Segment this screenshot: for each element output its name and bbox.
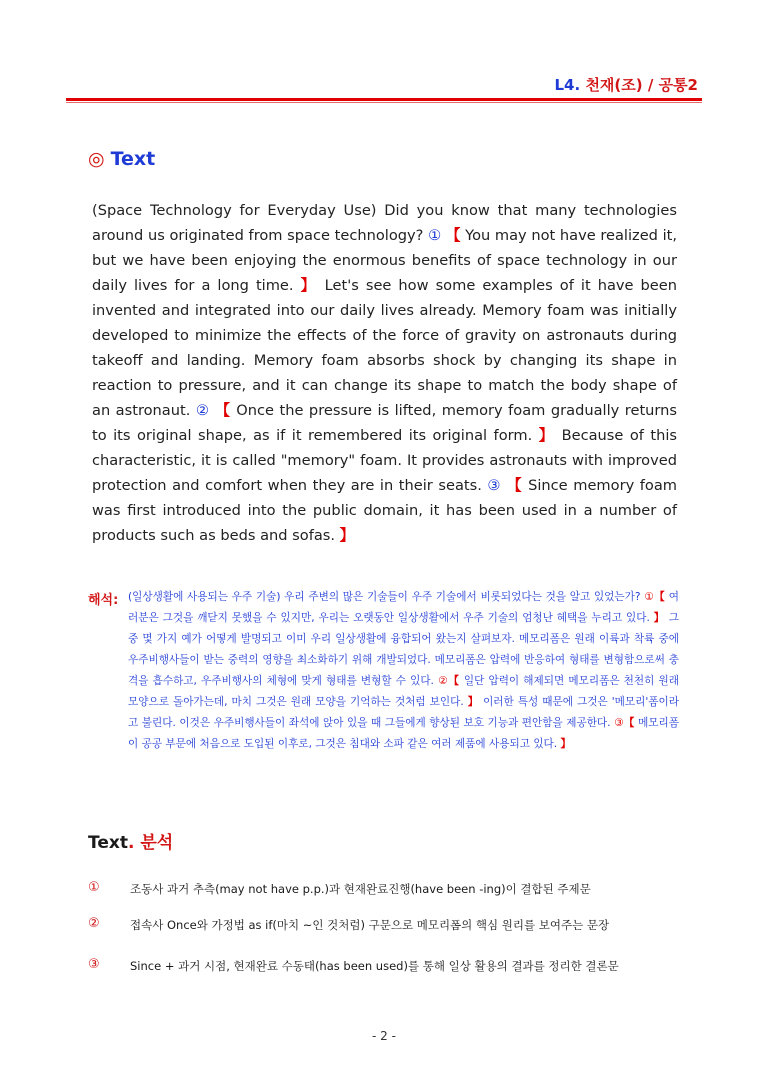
- translation-label: 해석:: [88, 593, 119, 608]
- analysis-item-number: ①: [88, 880, 100, 895]
- header-divider: [66, 98, 702, 101]
- marker-3: ③: [487, 477, 502, 494]
- translation-sentence: 여러분은 그것을 깨닫지 못했을 수 있지만, 우리는 오랫동안 일상생활에서 우주 기술의 엄청난 혜택을 누리고 있다.: [128, 591, 680, 624]
- passage-sentence: Let's see how some examples of it have been invented and integrated into our daily lives already. Memory foam was initially developed to minimize the effects of the force of gravity on astronauts during takeoff and landing. Memory foam absorbs shock by changing its shape in reaction to pressure, and it can change its shape to match the body shape of an astronaut.: [92, 277, 677, 419]
- translation-sentence: 그 중 몇 가지 예가 어떻게 발명되고 이미 우리 일상생활에 융합되어 왔는지 살펴보자. 메모리폼은 원래 이륙과 착륙 중에 우주비행사들이 받는 중력의 영향을 최소화하기 위해 개발되었다. 메모리폼은 압력에 반응하여 형태를 변형함으로써 충격을 흡수하고, 우주비행사의 체형에 맞게 형태를 변형할 수 있다.: [128, 612, 679, 687]
- bracket-close: 】: [538, 427, 556, 444]
- passage-sentence: (Space Technology for Everyday Use) Did you know that many technologies around us originated from space technology?: [92, 202, 677, 244]
- header-separator: /: [647, 76, 654, 94]
- translation-sentence: 이러한 특성 때문에 그것은 '메모리'폼이라고 불린다. 이것은 우주비행사들이 좌석에 앉아 있을 때 그들에게 향상된 보호 기능과 편안함을 제공한다.: [128, 696, 679, 729]
- bracket-close: 】: [653, 612, 665, 624]
- bracket-open: 【: [445, 227, 461, 244]
- analysis-title-kr: 분석: [140, 833, 174, 853]
- translation-text: [128, 587, 679, 755]
- translation-sentence: 일단 압력이 해제되면 메모리폼은 천천히 원래 모양으로 돌아가는데, 마치 그것은 원래 모양을 기억하는 것처럼 보인다.: [128, 675, 679, 708]
- bracket-open: 【: [623, 717, 635, 729]
- bracket-open: 【: [448, 675, 460, 687]
- bracket-close: 】: [300, 277, 318, 294]
- passage-sentence: Because of this characteristic, it is called "memory" foam. It provides astronauts with improved protection and comfort when they are in their seats.: [92, 427, 677, 494]
- analysis-item-number: ③: [88, 957, 100, 972]
- publisher: 천재(조): [585, 76, 643, 94]
- bracket-open: 【: [654, 591, 666, 603]
- bracket-open: 【: [215, 402, 231, 419]
- analysis-title: [88, 828, 173, 853]
- bracket-close: 】: [339, 527, 355, 544]
- bracket-close: 】: [467, 696, 480, 708]
- section-title-label: Text: [110, 148, 156, 170]
- passage-sentence: You may not have realized it, but we have been enjoying the enormous benefits of space technology in our daily lives for a long time.: [92, 227, 678, 294]
- section-title: [88, 148, 155, 170]
- translation-sentence: 메모리폼이 공공 부문에 처음으로 도입된 이후로, 그것은 침대와 소파 같은 여러 제품에 사용되고 있다.: [128, 717, 679, 750]
- marker-3: ③: [614, 717, 624, 729]
- translation-sentence: (일상생활에 사용되는 우주 기술) 우리 주변의 많은 기술들이 우주 기술에서 비롯되었다는 것을 알고 있었는가?: [128, 591, 641, 603]
- passage-text: [92, 198, 677, 548]
- analysis-item-text: 조동사 과거 추측(may not have p.p.)과 현재완료진행(have been -ing)이 결합된 주제문: [130, 882, 591, 896]
- analysis-item-number: ②: [88, 916, 100, 931]
- marker-2: ②: [195, 402, 210, 419]
- bullseye-icon: ◎: [88, 148, 105, 170]
- analysis-item-text: 접속사 Once와 가정법 as if(마치 ~인 것처럼) 구문으로 메모리폼의 핵심 원리를 보여주는 문장: [130, 918, 610, 932]
- analysis-item-text: Since + 과거 시점, 현재완료 수동태(has been used)를 통해 일상 활용의 결과를 정리한 결론문: [130, 959, 619, 973]
- marker-1: ①: [644, 591, 655, 603]
- header-divider-thin: [66, 102, 702, 103]
- bracket-close: 】: [560, 738, 572, 750]
- marker-1: ①: [428, 227, 442, 244]
- lesson-code: L4.: [554, 76, 581, 94]
- course-name: 공통2: [658, 76, 698, 94]
- analysis-title-dot: .: [127, 833, 135, 853]
- passage-sentence: Once the pressure is lifted, memory foam gradually returns to its original shape, as if it remembered its original form.: [92, 402, 678, 444]
- analysis-title-en: Text: [88, 833, 128, 853]
- page-header: [555, 74, 699, 95]
- bracket-open: 【: [507, 477, 523, 494]
- passage-sentence: Since memory foam was first introduced into the public domain, it has been used in a number of products such as beds and sofas.: [92, 477, 677, 544]
- marker-2: ②: [438, 675, 449, 687]
- page-number: - 2 -: [372, 1029, 396, 1043]
